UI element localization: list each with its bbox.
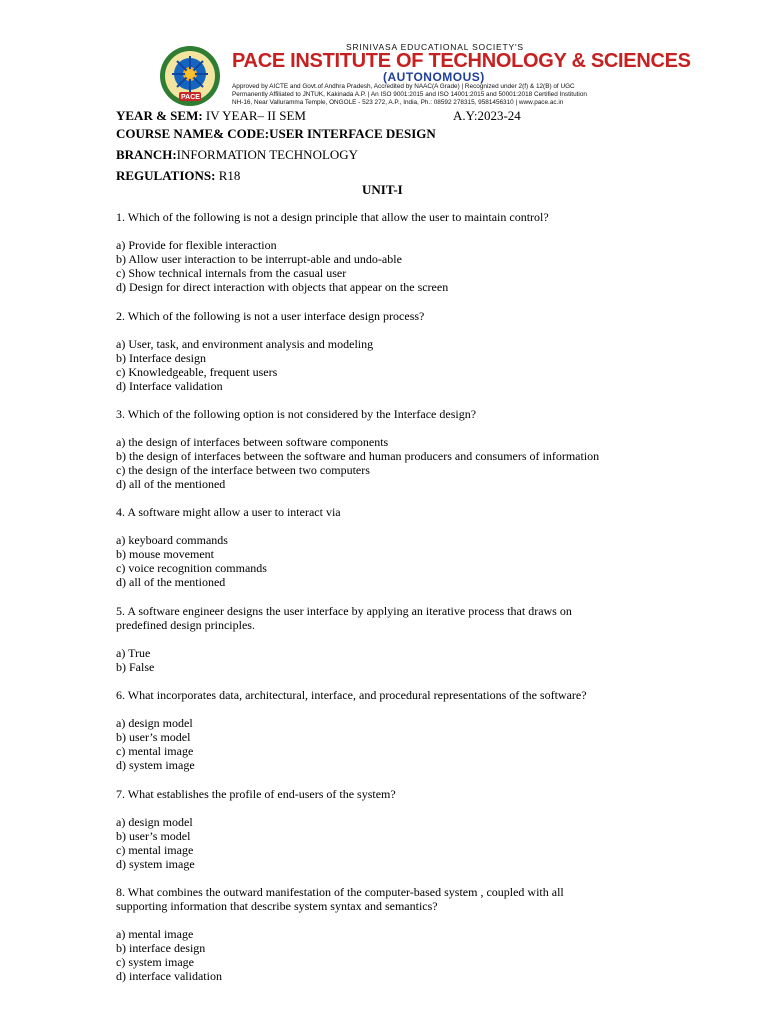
answer-option: c) Knowledgeable, frequent users — [116, 365, 278, 380]
regulations — [116, 168, 240, 183]
year-sem-label: YEAR & SEM: — [116, 108, 203, 123]
answer-option: a) User, task, and environment analysis and modeling — [116, 337, 374, 351]
answer-option: d) Design for direct interaction with objects that appear on the screen — [116, 280, 449, 295]
question-text: 1. Which of the following is not a design principle that allow the user to maintain control? — [116, 210, 549, 224]
question-text: supporting information that describe system syntax and semantics? — [116, 899, 438, 914]
answer-option: d) Interface validation — [116, 379, 223, 394]
question-text: 4. A software might allow a user to interact via — [116, 505, 341, 519]
answer-option: d) system image — [116, 758, 195, 773]
regulations-value: R18 — [215, 168, 241, 183]
address-line: NH-16, Near Valluramma Temple, ONGOLE - 523 272, A.P., India, Ph.: 08592 278315, 9581456310 | www.pace.ac.in — [232, 99, 564, 106]
answer-option: a) Provide for flexible interaction — [116, 238, 277, 252]
autonomous-label: (AUTONOMOUS) — [383, 70, 485, 84]
answer-option: a) design model — [116, 815, 193, 829]
answer-option: a) keyboard commands — [116, 533, 228, 547]
answer-option: c) voice recognition commands — [116, 561, 267, 576]
question-text: predefined design principles. — [116, 618, 255, 633]
answer-option: a) design model — [116, 716, 193, 730]
answer-option: d) all of the mentioned — [116, 477, 226, 492]
question-text: 5. A software engineer designs the user interface by applying an iterative process that draws on — [116, 604, 572, 618]
answer-option: c) mental image — [116, 744, 194, 759]
branch-value: INFORMATION TECHNOLOGY — [176, 147, 359, 162]
answer-option: c) mental image — [116, 843, 194, 858]
logo-text: PACE — [181, 94, 200, 101]
answer-option: a) the design of interfaces between software components — [116, 435, 389, 449]
answer-option: d) interface validation — [116, 969, 222, 984]
unit-title: UNIT-I — [362, 182, 403, 197]
answer-option: a) mental image — [116, 927, 194, 942]
answer-option: d) system image — [116, 857, 195, 872]
answer-option: b) Allow user interaction to be interrupt-able and undo-able — [116, 252, 402, 267]
approval-line: Approved by AICTE and Govt.of Andhra Pradesh, Accredited by NAAC(A Grade) | Recognized under 2(f) & 12(B) of UGC — [232, 83, 575, 90]
year-sem — [116, 108, 306, 123]
question-text: 7. What establishes the profile of end-users of the system? — [116, 787, 396, 801]
answer-option: c) system image — [116, 955, 194, 970]
answer-option: b) mouse movement — [116, 547, 214, 562]
answer-option: b) Interface design — [116, 351, 206, 366]
question-text: 2. Which of the following is not a user interface design process? — [116, 309, 425, 323]
answer-option: b) the design of interfaces between the software and human producers and consumers of information — [116, 449, 600, 464]
course-value: USER INTERFACE DESIGN — [269, 126, 436, 141]
branch — [116, 147, 358, 162]
question-text: 3. Which of the following option is not considered by the Interface design? — [116, 407, 477, 421]
answer-option: c) Show technical internals from the casual user — [116, 266, 347, 281]
answer-option: a) True — [116, 646, 151, 661]
course-name — [116, 126, 436, 141]
answer-option: b) False — [116, 660, 155, 675]
question-text: 8. What combines the outward manifestation of the computer-based system , coupled with all — [116, 885, 564, 899]
answer-option: b) interface design — [116, 941, 206, 956]
academic-year: A.Y:2023-24 — [453, 108, 521, 123]
branch-label: BRANCH: — [116, 147, 177, 162]
institute-name: PACE INSTITUTE OF TECHNOLOGY & SCIENCES — [232, 50, 691, 72]
affiliation-line: Permanently Affiliated to JNTUK, Kakinada A.P. | An ISO 9001:2015 and ISO 14001:2015 and 50001:2018 Certified Institution — [232, 91, 587, 98]
year-sem-value: IV YEAR– II SEM — [202, 108, 306, 123]
regulations-label: REGULATIONS: — [116, 168, 216, 183]
answer-option: d) all of the mentioned — [116, 575, 226, 590]
course-label: COURSE NAME& CODE: — [116, 126, 270, 141]
answer-option: c) the design of the interface between two computers — [116, 463, 370, 478]
answer-option: b) user’s model — [116, 730, 191, 745]
question-text: 6. What incorporates data, architectural, interface, and procedural representations of the software? — [116, 688, 587, 702]
society-name: SRINIVASA EDUCATIONAL SOCIETY'S — [346, 42, 524, 52]
answer-option: b) user’s model — [116, 829, 191, 844]
